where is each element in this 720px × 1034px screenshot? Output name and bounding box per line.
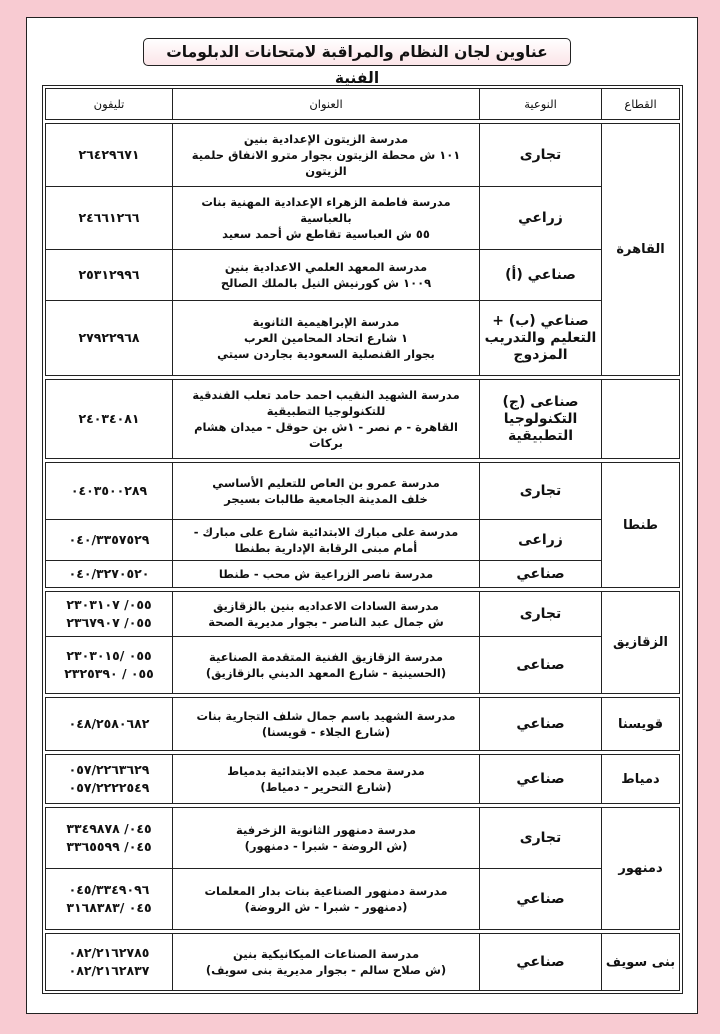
address-line: مدرسة الشهيد باسم جمال شلف التجارية بنات bbox=[196, 709, 456, 723]
phone-number: ٠٨٢/٢١٦٢٨٣٧ bbox=[68, 963, 150, 978]
sector-rows bbox=[46, 934, 601, 990]
document-title: عناوين لجان النظام والمراقبة لامتحانات الدبلومات الفنية bbox=[143, 38, 571, 66]
header-sector: القطاع bbox=[601, 89, 679, 119]
type-cell: صناعي bbox=[479, 698, 601, 750]
phone-number: ٠٥٥/ ٢٣٠٣١٠٧ bbox=[66, 597, 152, 612]
address-line: خلف المدينة الجامعية طالبات بسيجر bbox=[224, 492, 428, 506]
sector-cell: الزقازيق bbox=[601, 592, 679, 693]
address-cell bbox=[172, 808, 479, 868]
phone-number: ٠٥٥ / ٢٣٢٥٣٩٠ bbox=[64, 666, 154, 681]
phone-number: ٠٤٠/٣٣٥٧٥٢٩ bbox=[68, 532, 150, 547]
address-line: مدرسة محمد عبده الابتدائية بدمياط bbox=[227, 764, 425, 778]
table-header bbox=[45, 88, 680, 120]
type-cell: زراعى bbox=[479, 520, 601, 560]
sector-cell: القاهرة bbox=[601, 124, 679, 375]
sector-group bbox=[45, 591, 680, 694]
table-row bbox=[46, 755, 601, 803]
address-line: (شارع الجلاء - قويسنا) bbox=[261, 725, 391, 739]
phone-number: ٠٤٨/٢٥٨٠٦٨٢ bbox=[68, 716, 150, 731]
sector-group bbox=[45, 123, 680, 376]
phone-cell bbox=[46, 380, 172, 458]
address-line: (دمنهور - شبرا - ش الروضة) bbox=[244, 900, 408, 914]
table-row bbox=[46, 934, 601, 990]
address-line: (الحسينية - شارع المعهد الديني بالزقازيق) bbox=[205, 666, 447, 680]
address-cell bbox=[172, 463, 479, 519]
phone-cell bbox=[46, 592, 172, 636]
type-cell: صناعي bbox=[479, 934, 601, 990]
phone-number: ٠٥٥/ ٢٣٦٧٩٠٧ bbox=[66, 615, 152, 630]
sector-group bbox=[45, 754, 680, 804]
table-row bbox=[46, 520, 601, 561]
type-cell: تجارى bbox=[479, 124, 601, 186]
address-line: مدرسة الزيتون الإعدادية بنين bbox=[243, 132, 409, 146]
phone-number: ٢٧٩٢٢٩٦٨ bbox=[78, 330, 140, 345]
sector-rows bbox=[46, 592, 601, 693]
phone-cell bbox=[46, 520, 172, 560]
phone-cell bbox=[46, 187, 172, 249]
address-line: مدرسة الشهيد النقيب احمد حامد تعلب الفندقية bbox=[192, 388, 460, 402]
table-row bbox=[46, 592, 601, 637]
phone-cell bbox=[46, 934, 172, 990]
phone-number: ٠٥٧/٢٢٢٢٥٤٩ bbox=[68, 780, 150, 795]
table-body bbox=[45, 123, 680, 991]
sector-rows bbox=[46, 808, 601, 929]
type-cell: صناعي (أ) bbox=[479, 250, 601, 300]
phone-cell bbox=[46, 250, 172, 300]
table-row bbox=[46, 561, 601, 587]
sector-group bbox=[45, 697, 680, 751]
sector-group bbox=[45, 933, 680, 991]
address-line: مدرسة ناصر الزراعية ش محب - طنطا bbox=[218, 567, 434, 581]
committees-table bbox=[42, 85, 683, 994]
sector-cell bbox=[601, 380, 679, 458]
phone-cell bbox=[46, 561, 172, 587]
phone-number: ٠٤٥/ ٣٣٤٩٨٧٨ bbox=[66, 821, 152, 836]
sector-group bbox=[45, 379, 680, 459]
header-phone: تليفون bbox=[93, 97, 125, 111]
phone-number: ٢٥٣١٢٩٩٦ bbox=[78, 267, 140, 282]
sector-cell: طنطا bbox=[601, 463, 679, 587]
sector-group bbox=[45, 462, 680, 588]
sector-rows bbox=[46, 698, 601, 750]
type-cell: تجارى bbox=[479, 592, 601, 636]
phone-cell bbox=[46, 808, 172, 868]
phone-number: ٠٨٢/٢١٦٢٧٨٥ bbox=[68, 945, 150, 960]
address-line: مدرسة دمنهور الثانوية الزخرفية bbox=[236, 823, 416, 837]
sector-cell: دمياط bbox=[601, 755, 679, 803]
address-cell bbox=[172, 592, 479, 636]
address-cell bbox=[172, 755, 479, 803]
sector-cell: دمنهور bbox=[601, 808, 679, 929]
address-line: القاهرة - م نصر - ١ش بن حوقل - ميدان هشام بركات bbox=[194, 420, 458, 450]
address-line: مدرسة السادات الاعداديه بنين بالزقازيق bbox=[213, 599, 439, 613]
type-cell: صناعي bbox=[479, 755, 601, 803]
table-row bbox=[46, 250, 601, 301]
phone-number: ٠٤٥/ ٣٣٦٥٥٩٩ bbox=[66, 839, 152, 854]
type-cell: صناعى (ج) التكنولوجيا التطبيقية bbox=[479, 380, 601, 458]
type-cell: صناعي (ب) + التعليم والتدريب المزدوج bbox=[479, 301, 601, 375]
phone-number: ٠٤٥/٣٣٤٩٠٩٦ bbox=[68, 882, 150, 897]
type-cell: صناعى bbox=[479, 637, 601, 693]
phone-cell bbox=[46, 124, 172, 186]
phone-number: ٠٤٥ /٣١٦٨٣٨٣ bbox=[66, 900, 152, 915]
type-cell: زراعي bbox=[479, 187, 601, 249]
address-cell bbox=[172, 520, 479, 560]
type-cell: صناعي bbox=[479, 869, 601, 929]
address-line: مدرسة الإبراهيمية الثانوية bbox=[252, 315, 400, 329]
address-line: مدرسة الصناعات الميكانيكية بنين bbox=[232, 947, 420, 961]
table-row bbox=[46, 808, 601, 869]
phone-number: ٢٤٠٣٤٠٨١ bbox=[78, 411, 140, 426]
address-cell bbox=[172, 380, 479, 458]
phone-cell bbox=[46, 698, 172, 750]
sector-rows bbox=[46, 755, 601, 803]
table-row bbox=[46, 698, 601, 750]
sector-cell: قويسنا bbox=[601, 698, 679, 750]
address-cell bbox=[172, 301, 479, 375]
phone-cell bbox=[46, 301, 172, 375]
address-line: مدرسة دمنهور الصناعية بنات بدار المعلمات bbox=[204, 884, 448, 898]
address-line: (شارع التحرير - دمياط) bbox=[260, 780, 392, 794]
sector-cell: بنى سويف bbox=[601, 934, 679, 990]
phone-number: ٠٤٠٣٥٠٠٢٨٩ bbox=[70, 483, 148, 498]
address-line: ١٠٠٩ ش كورنيش النيل بالملك الصالح bbox=[220, 276, 432, 290]
table-row bbox=[46, 301, 601, 375]
address-line: مدرسة عمرو بن العاص للتعليم الأساسي bbox=[212, 476, 440, 490]
address-cell bbox=[172, 637, 479, 693]
address-cell bbox=[172, 250, 479, 300]
address-line: ٥٥ ش العباسية تقاطع ش أحمد سعيد bbox=[222, 227, 430, 241]
address-line: مدرسة على مبارك الابتدائية شارع على مبارك - bbox=[193, 525, 459, 539]
header-type: النوعية bbox=[479, 89, 601, 119]
address-cell bbox=[172, 187, 479, 249]
address-line: مدرسة فاطمة الزهراء الإعدادية المهنية بنات بالعباسية bbox=[201, 195, 451, 225]
address-cell bbox=[172, 934, 479, 990]
phone-cell bbox=[46, 869, 172, 929]
type-cell: تجارى bbox=[479, 463, 601, 519]
table-row bbox=[46, 869, 601, 929]
phone-cell bbox=[46, 755, 172, 803]
address-line: ش جمال عبد الناصر - بجوار مديرية الصحة bbox=[208, 615, 444, 629]
address-cell bbox=[172, 698, 479, 750]
address-line: بجوار القنصلية السعودية بجاردن سيتي bbox=[217, 347, 435, 361]
address-cell bbox=[172, 869, 479, 929]
phone-number: ٢٦٤٢٩٦٧١ bbox=[78, 147, 140, 162]
sector-rows bbox=[46, 463, 601, 587]
address-line: ١٠١ ش محطة الزيتون بجوار مترو الانفاق حلمية الزيتون bbox=[191, 148, 461, 178]
table-row bbox=[46, 380, 601, 458]
header-address: العنوان bbox=[172, 89, 479, 119]
address-line: ١ شارع اتحاد المحامين العرب bbox=[243, 331, 409, 345]
document-page bbox=[26, 17, 698, 1014]
address-line: مدرسة المعهد العلمي الاعدادية بنين bbox=[224, 260, 428, 274]
phone-number: ٠٥٧/٢٢٦٣٦٢٩ bbox=[68, 762, 150, 777]
phone-number: ٠٤٠/٣٢٧٠٥٢٠ bbox=[68, 566, 150, 581]
phone-cell bbox=[46, 463, 172, 519]
table-row bbox=[46, 187, 601, 250]
type-cell: صناعي bbox=[479, 561, 601, 587]
table-row bbox=[46, 637, 601, 693]
address-line: مدرسة الزقازيق الفنية المتقدمة الصناعية bbox=[209, 650, 443, 664]
phone-cell bbox=[46, 637, 172, 693]
sector-rows bbox=[46, 124, 601, 375]
address-line: (ش صلاح سالم - بجوار مديرية بنى سويف) bbox=[205, 963, 447, 977]
phone-number: ٠٥٥ /٢٣٠٣٠١٥ bbox=[66, 648, 152, 663]
sector-group bbox=[45, 807, 680, 930]
address-line: (ش الروضة - شبرا - دمنهور) bbox=[244, 839, 408, 853]
table-row bbox=[46, 124, 601, 187]
sector-rows bbox=[46, 380, 601, 458]
phone-number: ٢٤٦٦١٢٦٦ bbox=[78, 210, 140, 225]
type-cell: تجارى bbox=[479, 808, 601, 868]
address-line: للتكنولوجيا التطبيقية bbox=[266, 404, 386, 418]
table-row bbox=[46, 463, 601, 520]
address-cell bbox=[172, 124, 479, 186]
address-line: أمام مبنى الرقابة الإدارية بطنطا bbox=[234, 541, 418, 555]
address-cell bbox=[172, 561, 479, 587]
